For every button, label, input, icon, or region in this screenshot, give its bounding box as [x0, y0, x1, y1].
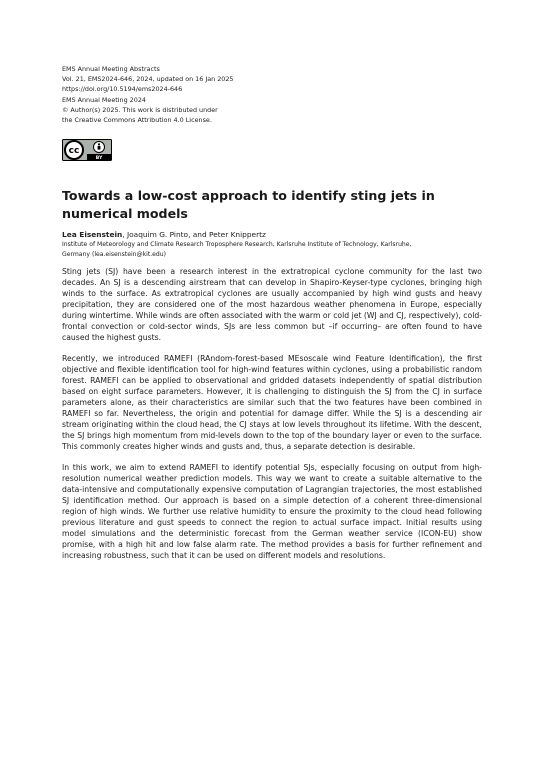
paper-title: Towards a low-cost approach to identify sting jets in numerical models	[62, 188, 435, 221]
affiliation-line: Germany (lea.eisenstein@kit.edu)	[62, 251, 167, 259]
license-line: the Creative Commons Attribution 4.0 License.	[62, 116, 212, 125]
publication-metadata	[62, 64, 482, 125]
author-list	[62, 230, 482, 240]
journal-name: EMS Annual Meeting Abstracts	[62, 65, 160, 73]
affiliation-line: Institute of Meteorology and Climate Research Troposphere Research, Karlsruhe Institute of Technology, Karlsruhe,	[62, 241, 412, 248]
doi-link[interactable]: https://doi.org/10.5194/ems2024-646	[62, 85, 183, 94]
co-authors: , Joaquim G. Pinto, and Peter Knippertz	[122, 230, 266, 239]
abstract-paragraph: In this work, we aim to extend RAMEFI to identify potential SJs, especially focusing on output from high-resolution numerical weather prediction models. This way we want to create a suitable alternative to the data-intensive and computationally expensive computation of Lagrangian trajectories, the most established SJ identification method. Our approach is based on a simple detection of a coherent three-dimensional region of high winds. We further use relative humidity to ensure the proximity to the cloud head following previous literature and gust speeds to connect the region to actual surface impact. Initial results using model simulations and the deterministic forecast from the German weather service (ICON-EU) show promise, with a high hit and low false alarm rate. The method provides a basis for further refinement and increasing robustness, such that it can be used on different models and resolutions.	[62, 462, 482, 561]
by-text: BY	[95, 156, 103, 161]
cc-by-icon[interactable]	[62, 139, 112, 161]
volume-info: Vol. 21, EMS2024-646, 2024, updated on 16 Jan 2025	[62, 75, 234, 84]
abstract-paragraph: Sting jets (SJ) have been a research interest in the extratropical cyclone community for the last two decades. An SJ is a descending airstream that can develop in Shapiro-Keyser-type cyclones, bringing high winds to the surface. As extratropical cyclones are usually accompanied by high wind gusts and heavy precipitation, they are considered one of the most hazardous weather phenomena in Europe, especially during wintertime. While winds are often associated with the warm or cold jet (WJ and CJ, respectively), cold-frontal convection or cold-sector winds, SJs are less common but –if occurring– are often found to have caused the highest gusts.	[62, 267, 482, 343]
abstract-paragraph: Recently, we introduced RAMEFI (RAndom-forest-based MEsoscale wind Feature Identification), the first objective and flexible identification tool for high-wind features within cyclones, using a probabilistic random forest. RAMEFI can be applied to observational and gridded datasets independently of spatial distribution based on eight surface parameters. However, it is challenging to distinguish the SJ from the CJ in surface parameters alone, as their characteristics are similar such that the two features have been combined in RAMEFI so far. Nevertheless, the origin and potential for damage differ. While the SJ is a descending air stream originating within the cloud head, the CJ stays at low levels throughout its lifetime. With the descent, the SJ brings high momentum from mid-levels down to the top of the boundary layer or even to the surface. This commonly creates higher winds and gusts and, thus, a separate detection is desirable.	[62, 353, 482, 452]
first-author: Lea Eisenstein	[62, 230, 123, 239]
cc-text: cc	[68, 146, 80, 157]
abstract-body	[62, 266, 482, 571]
meeting-name: EMS Annual Meeting 2024	[62, 95, 146, 104]
copyright-line: © Author(s) 2025. This work is distributed under	[62, 105, 218, 114]
affiliation	[62, 240, 492, 260]
